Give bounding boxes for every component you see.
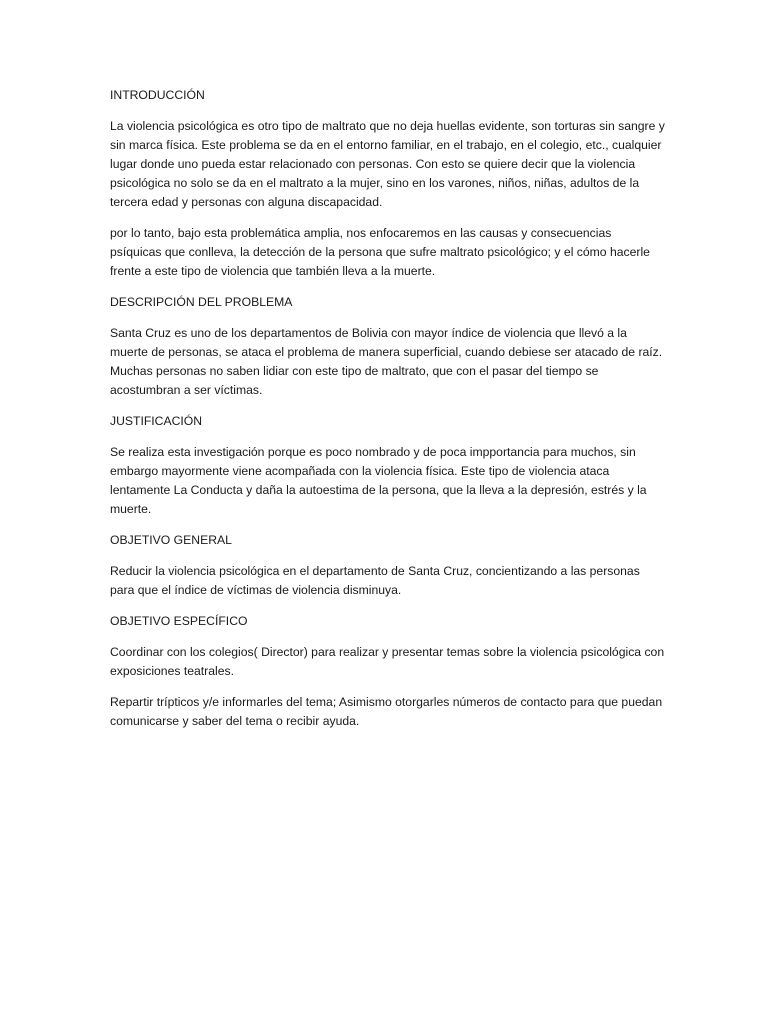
paragraph: por lo tanto, bajo esta problemática amplia, nos enfocaremos en las causas y consecuencias psíquicas que conlleva, la detección de la persona que sufre maltrato psicológico; y el cómo hacerle frente a este tipo de violencia que también lleva a la muerte.: [110, 226, 650, 278]
section-heading: OBJETIVO ESPECÍFICO: [110, 614, 248, 628]
paragraph: Santa Cruz es uno de los departamentos de Bolivia con mayor índice de violencia que llevó a la muerte de personas, se ataca el problema de manera superficial, cuando debiese ser atacado de raíz. Muchas personas no saben lidiar con este tipo de maltrato, que con el pasar del tiempo se acostumbran a ser víctimas.: [110, 326, 663, 397]
section-descripcion-del-problema: [110, 293, 666, 400]
paragraph: Se realiza esta investigación porque es poco nombrado y de poca impportancia para muchos, sin embargo mayormente viene acompañada con la violencia física. Este tipo de violencia ataca lentamente La Conducta y daña la autoestima de la persona, que la lleva a la depresión, estrés y la muerte.: [110, 445, 647, 516]
paragraph: Repartir trípticos y/e informarles del tema; Asimismo otorgarles números de contacto para que puedan comunicarse y saber del tema o recibir ayuda.: [110, 695, 663, 728]
section-introduccion: [110, 86, 666, 281]
paragraph: Coordinar con los colegios( Director) para realizar y presentar temas sobre la violencia psicológica con exposiciones teatrales.: [110, 645, 665, 678]
section-objetivo-especifico: [110, 612, 666, 731]
section-heading: INTRODUCCIÓN: [110, 88, 205, 102]
section-heading: OBJETIVO GENERAL: [110, 533, 232, 547]
section-heading: DESCRIPCIÓN DEL PROBLEMA: [110, 295, 293, 309]
paragraph: La violencia psicológica es otro tipo de maltrato que no deja huellas evidente, son torturas sin sangre y sin marca física. Este problema se da en el entorno familiar, en el trabajo, en el colegio, etc., cualquier lugar donde uno pueda estar relacionado con personas. Con esto se quiere decir que la violencia psicológica no solo se da en el maltrato a la mujer, sino en los varones, niños, niñas, adultos de la tercera edad y personas con alguna discapacidad.: [110, 119, 665, 209]
section-objetivo-general: [110, 531, 666, 600]
section-heading: JUSTIFICACIÓN: [110, 414, 203, 428]
paragraph: Reducir la violencia psicológica en el departamento de Santa Cruz, concientizando a las personas para que el índice de víctimas de violencia disminuya.: [110, 564, 640, 597]
section-justificacion: [110, 412, 666, 519]
document-page: [110, 86, 666, 743]
